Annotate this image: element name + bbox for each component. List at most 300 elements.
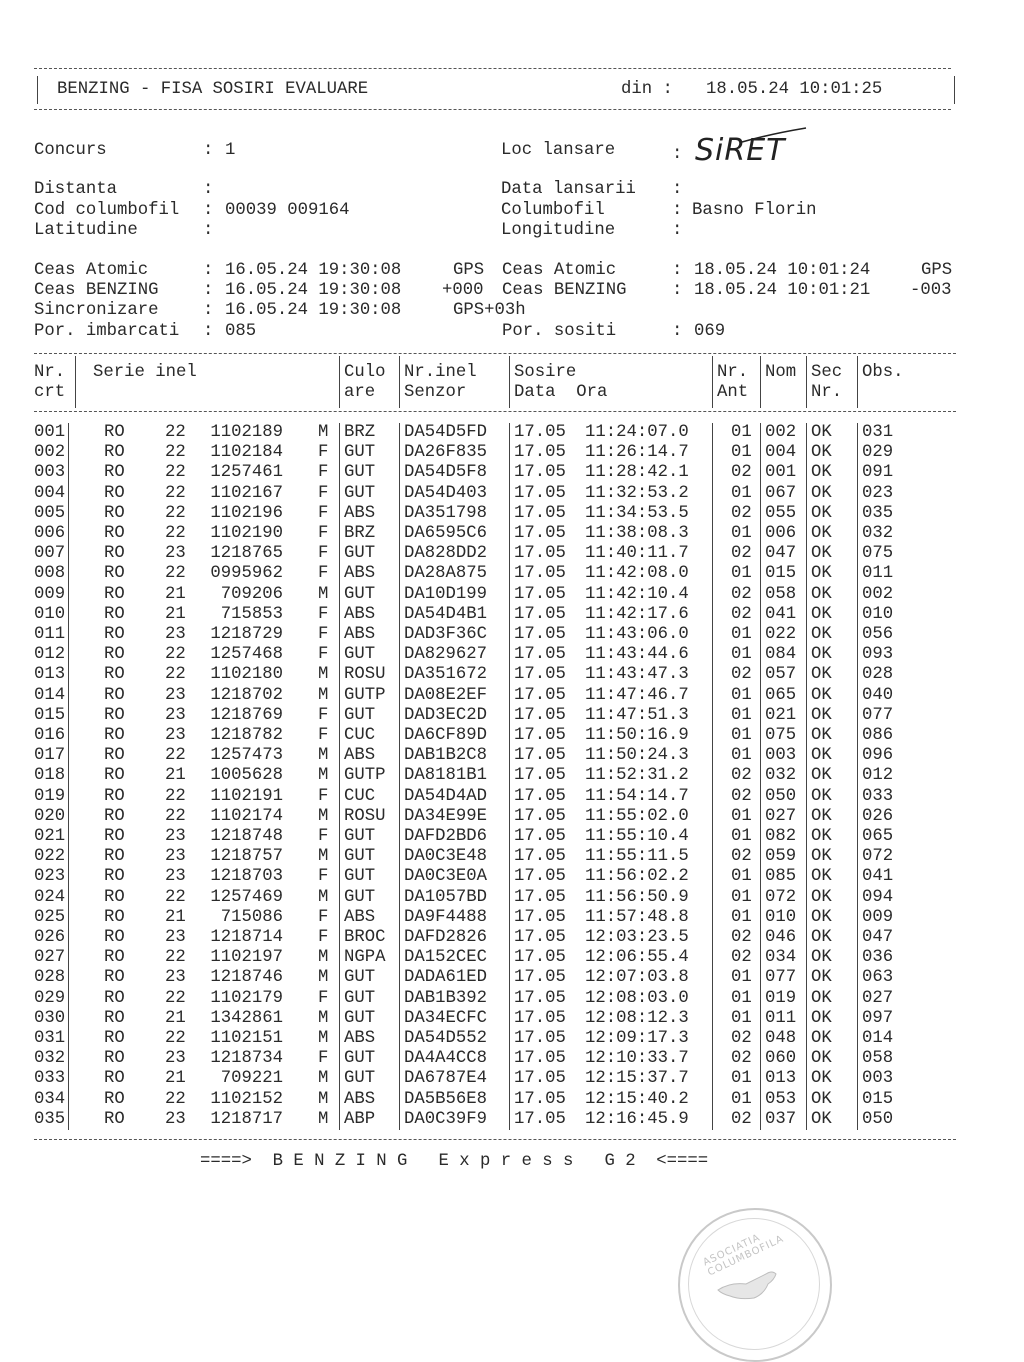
cod-columbofil-colon: : <box>203 201 214 220</box>
col-header-nr-crt-2: crt <box>34 383 66 402</box>
arrival-time-cell: 11:24:07.0 <box>585 423 689 442</box>
arrival-date-cell: 17.05 <box>514 665 566 685</box>
report-date-label: din : <box>621 80 673 99</box>
country-cell: RO <box>104 827 125 846</box>
left-clock-2-value: 16.05.24 19:30:08 <box>225 301 402 320</box>
country-cell: RO <box>104 867 125 887</box>
cod-columbofil-label: Cod columbofil <box>34 201 180 220</box>
nom-cell: 004 <box>765 443 797 463</box>
year-cell: 22 <box>165 988 186 1008</box>
sensor-cell: DAFD2BD6 <box>404 827 487 846</box>
sex-cell: F <box>318 705 329 725</box>
table-row <box>0 948 1024 968</box>
left-clock-1-value: 16.05.24 19:30:08 <box>225 281 402 300</box>
table-row <box>0 544 1024 564</box>
arrival-time-cell: 12:08:03.0 <box>585 988 689 1008</box>
arrival-time-cell: 12:10:33.7 <box>585 1049 689 1069</box>
nom-cell: 058 <box>765 584 797 604</box>
year-cell: 22 <box>165 665 186 685</box>
nr-crt-cell: 008 <box>34 564 66 584</box>
nr-crt-cell: 014 <box>34 685 66 705</box>
country-cell: RO <box>104 1008 125 1028</box>
sensor-cell: DA54D5FD <box>404 423 487 442</box>
arrival-date-cell: 17.05 <box>514 1029 566 1048</box>
arrival-time-cell: 12:06:55.4 <box>585 948 689 968</box>
nom-cell: 046 <box>765 928 797 947</box>
sensor-cell: DA828DD2 <box>404 544 487 564</box>
obs-cell: 023 <box>862 483 894 503</box>
table-row <box>0 1090 1024 1110</box>
ring-number-cell: 1102190 <box>210 524 283 543</box>
table-row <box>0 908 1024 928</box>
color-cell: GUT <box>344 988 376 1008</box>
right-clock-0-label: Ceas Atomic <box>502 261 617 280</box>
ring-number-cell: 1102196 <box>210 503 283 523</box>
year-cell: 23 <box>165 1109 186 1129</box>
col-header-culoare-2: are <box>344 383 376 402</box>
nom-cell: 032 <box>765 766 797 786</box>
sensor-cell: DA6CF89D <box>404 726 487 745</box>
ring-number-cell: 709221 <box>220 1069 283 1089</box>
sec-cell: OK <box>811 1008 832 1028</box>
antenna-cell: 02 <box>731 1109 752 1129</box>
sensor-cell: DAB1B2C8 <box>404 746 487 766</box>
sensor-cell: DAD3F36C <box>404 625 487 644</box>
year-cell: 22 <box>165 887 186 907</box>
col-header-sec-2: Nr. <box>811 383 843 402</box>
columbofil-value: Basno Florin <box>692 201 817 220</box>
nr-crt-cell: 012 <box>34 645 66 665</box>
sensor-cell: DA9F4488 <box>404 907 487 927</box>
nom-cell: 067 <box>765 483 797 503</box>
antenna-cell: 02 <box>731 928 752 947</box>
arrival-date-cell: 17.05 <box>514 847 566 867</box>
arrival-date-cell: 17.05 <box>514 1109 566 1129</box>
ring-number-cell: 1218765 <box>210 544 283 564</box>
sec-cell: OK <box>811 544 832 564</box>
sensor-cell: DA08E2EF <box>404 685 487 705</box>
nr-crt-cell: 024 <box>34 887 66 907</box>
sensor-cell: DA0C3E0A <box>404 867 487 887</box>
col-header-obs: Obs. <box>862 363 904 382</box>
year-cell: 22 <box>165 746 186 766</box>
arrival-date-cell: 17.05 <box>514 503 566 523</box>
sex-cell: F <box>318 1049 329 1069</box>
arrival-time-cell: 11:55:10.4 <box>585 827 689 846</box>
ring-number-cell: 0995962 <box>210 564 283 584</box>
stamp-text: ASOCIATIA COLUMBOFILA <box>701 1232 786 1279</box>
sex-cell: M <box>318 584 329 604</box>
sex-cell: M <box>318 806 329 826</box>
arrival-date-cell: 17.05 <box>514 766 566 786</box>
table-row <box>0 928 1024 948</box>
table-row <box>0 989 1024 1009</box>
country-cell: RO <box>104 705 125 725</box>
col-header-nr-inel-1: Nr.inel <box>404 363 477 382</box>
table-row <box>0 726 1024 746</box>
nr-crt-cell: 034 <box>34 1089 66 1109</box>
year-cell: 22 <box>165 463 186 483</box>
arrival-date-cell: 17.05 <box>514 645 566 665</box>
sensor-cell: DA1057BD <box>404 887 487 907</box>
nr-crt-cell: 006 <box>34 524 66 543</box>
year-cell: 22 <box>165 524 186 543</box>
nom-cell: 084 <box>765 645 797 665</box>
left-clock-2-colon: : <box>203 301 214 320</box>
arrival-time-cell: 12:15:40.2 <box>585 1089 689 1109</box>
country-cell: RO <box>104 928 125 947</box>
color-cell: GUTP <box>344 685 386 705</box>
table-row <box>0 504 1024 524</box>
arrival-date-cell: 17.05 <box>514 786 566 806</box>
obs-cell: 056 <box>862 625 894 644</box>
ring-number-cell: 1257469 <box>210 887 283 907</box>
country-cell: RO <box>104 1069 125 1089</box>
arrival-date-cell: 17.05 <box>514 483 566 503</box>
year-cell: 22 <box>165 786 186 806</box>
left-clock-0-suffix: GPS <box>453 261 485 280</box>
table-row <box>0 1029 1024 1049</box>
table-row <box>0 423 1024 443</box>
nr-crt-cell: 032 <box>34 1049 66 1069</box>
sec-cell: OK <box>811 1089 832 1109</box>
arrival-time-cell: 11:34:53.5 <box>585 503 689 523</box>
right-clock-0-value: 18.05.24 10:01:24 <box>694 261 871 280</box>
sensor-cell: DA54D403 <box>404 483 487 503</box>
sositi-value: 069 <box>694 322 726 341</box>
nom-cell: 006 <box>765 524 797 543</box>
sec-cell: OK <box>811 1109 832 1129</box>
footer-banner: ====> B E N Z I N G E x p r e s s G 2 <==== <box>200 1152 709 1171</box>
color-cell: ABP <box>344 1109 376 1129</box>
nom-cell: 065 <box>765 685 797 705</box>
table-row <box>0 443 1024 463</box>
sex-cell: M <box>318 665 329 685</box>
columbofil-colon: : <box>672 201 683 220</box>
obs-cell: 086 <box>862 726 894 745</box>
year-cell: 22 <box>165 483 186 503</box>
sensor-cell: DADA61ED <box>404 968 487 988</box>
year-cell: 22 <box>165 443 186 463</box>
color-cell: GUT <box>344 483 376 503</box>
sensor-cell: DA54D552 <box>404 1029 487 1048</box>
year-cell: 23 <box>165 847 186 867</box>
ring-number-cell: 1257468 <box>210 645 283 665</box>
year-cell: 22 <box>165 1029 186 1048</box>
color-cell: GUT <box>344 887 376 907</box>
year-cell: 23 <box>165 544 186 564</box>
nom-cell: 059 <box>765 847 797 867</box>
obs-cell: 093 <box>862 645 894 665</box>
color-cell: ROSU <box>344 665 386 685</box>
obs-cell: 014 <box>862 1029 894 1048</box>
antenna-cell: 01 <box>731 746 752 766</box>
sex-cell: M <box>318 746 329 766</box>
sex-cell: F <box>318 988 329 1008</box>
antenna-cell: 01 <box>731 726 752 745</box>
arrival-time-cell: 11:43:06.0 <box>585 625 689 644</box>
right-clock-1-colon: : <box>672 281 683 300</box>
antenna-cell: 01 <box>731 685 752 705</box>
color-cell: GUT <box>344 1049 376 1069</box>
nom-cell: 003 <box>765 746 797 766</box>
cod-columbofil-value: 00039 009164 <box>225 201 350 220</box>
nr-crt-cell: 031 <box>34 1029 66 1048</box>
arrival-time-cell: 11:42:17.6 <box>585 604 689 624</box>
obs-cell: 010 <box>862 604 894 624</box>
ring-number-cell: 1005628 <box>210 766 283 786</box>
sec-cell: OK <box>811 928 832 947</box>
sex-cell: F <box>318 483 329 503</box>
ring-number-cell: 715086 <box>220 907 283 927</box>
country-cell: RO <box>104 584 125 604</box>
nr-crt-cell: 017 <box>34 746 66 766</box>
latitudine-colon: : <box>203 221 214 240</box>
color-cell: GUTP <box>344 766 386 786</box>
left-clock-0-colon: : <box>203 261 214 280</box>
arrival-time-cell: 12:03:23.5 <box>585 928 689 947</box>
ring-number-cell: 1102174 <box>210 806 283 826</box>
left-clock-1-suffix: +000 <box>442 281 484 300</box>
antenna-cell: 02 <box>731 463 752 483</box>
header-sep-2 <box>339 356 340 408</box>
nr-crt-cell: 005 <box>34 503 66 523</box>
antenna-cell: 02 <box>731 948 752 968</box>
year-cell: 23 <box>165 867 186 887</box>
arrival-time-cell: 11:43:44.6 <box>585 645 689 665</box>
antenna-cell: 01 <box>731 1069 752 1089</box>
antenna-cell: 01 <box>731 806 752 826</box>
country-cell: RO <box>104 847 125 867</box>
arrival-date-cell: 17.05 <box>514 564 566 584</box>
sex-cell: M <box>318 1109 329 1129</box>
col-header-sosire-1: Sosire <box>514 363 577 382</box>
concurs-value: 1 <box>225 141 236 160</box>
obs-cell: 035 <box>862 503 894 523</box>
sec-cell: OK <box>811 483 832 503</box>
arrival-time-cell: 11:54:14.7 <box>585 786 689 806</box>
antenna-cell: 02 <box>731 544 752 564</box>
ring-number-cell: 1218702 <box>210 685 283 705</box>
nom-cell: 082 <box>765 827 797 846</box>
table-row <box>0 484 1024 504</box>
header-sep-7 <box>806 356 807 408</box>
year-cell: 21 <box>165 907 186 927</box>
table-row <box>0 766 1024 786</box>
nr-crt-cell: 002 <box>34 443 66 463</box>
sec-cell: OK <box>811 705 832 725</box>
header-top-border <box>34 68 951 69</box>
arrival-time-cell: 11:40:11.7 <box>585 544 689 564</box>
antenna-cell: 01 <box>731 483 752 503</box>
table-row <box>0 645 1024 665</box>
longitudine-colon: : <box>672 221 683 240</box>
nom-cell: 019 <box>765 988 797 1008</box>
concurs-colon: : <box>203 141 214 160</box>
nr-crt-cell: 010 <box>34 604 66 624</box>
country-cell: RO <box>104 503 125 523</box>
obs-cell: 072 <box>862 847 894 867</box>
table-row <box>0 686 1024 706</box>
nom-cell: 002 <box>765 423 797 442</box>
nr-crt-cell: 003 <box>34 463 66 483</box>
country-cell: RO <box>104 625 125 644</box>
country-cell: RO <box>104 443 125 463</box>
antenna-cell: 02 <box>731 665 752 685</box>
arrival-time-cell: 11:42:08.0 <box>585 564 689 584</box>
nom-cell: 027 <box>765 806 797 826</box>
color-cell: ABS <box>344 746 376 766</box>
arrival-time-cell: 11:47:51.3 <box>585 705 689 725</box>
nom-cell: 034 <box>765 948 797 968</box>
ring-number-cell: 1218734 <box>210 1049 283 1069</box>
report-date-value: 18.05.24 10:01:25 <box>706 80 883 99</box>
antenna-cell: 01 <box>731 625 752 644</box>
arrival-date-cell: 17.05 <box>514 524 566 543</box>
year-cell: 23 <box>165 1049 186 1069</box>
sex-cell: M <box>318 1029 329 1048</box>
arrival-time-cell: 11:32:53.2 <box>585 483 689 503</box>
country-cell: RO <box>104 1029 125 1048</box>
color-cell: GUT <box>344 867 376 887</box>
nr-crt-cell: 026 <box>34 928 66 947</box>
color-cell: ABS <box>344 907 376 927</box>
right-clock-0-colon: : <box>672 261 683 280</box>
obs-cell: 026 <box>862 806 894 826</box>
sec-cell: OK <box>811 645 832 665</box>
data-lansarii-colon: : <box>672 180 683 199</box>
country-cell: RO <box>104 423 125 442</box>
loc-lansare-label: Loc lansare <box>501 141 616 160</box>
nom-cell: 022 <box>765 625 797 644</box>
sec-cell: OK <box>811 786 832 806</box>
sex-cell: M <box>318 1089 329 1109</box>
year-cell: 22 <box>165 564 186 584</box>
loc-lansare-colon: : <box>672 145 683 164</box>
country-cell: RO <box>104 483 125 503</box>
arrival-time-cell: 12:07:03.8 <box>585 968 689 988</box>
header-left-border <box>37 76 38 104</box>
col-header-sec-1: Sec <box>811 363 843 382</box>
concurs-label: Concurs <box>34 141 107 160</box>
nom-cell: 037 <box>765 1109 797 1129</box>
nr-crt-cell: 007 <box>34 544 66 564</box>
nom-cell: 057 <box>765 665 797 685</box>
col-header-nr-ant-1: Nr. <box>717 363 749 382</box>
arrival-date-cell: 17.05 <box>514 988 566 1008</box>
country-cell: RO <box>104 1049 125 1069</box>
sensor-cell: DA5B56E8 <box>404 1089 487 1109</box>
ring-number-cell: 1102189 <box>210 423 283 442</box>
ring-number-cell: 1257473 <box>210 746 283 766</box>
color-cell: GUT <box>344 544 376 564</box>
obs-cell: 075 <box>862 544 894 564</box>
distanta-label: Distanta <box>34 180 117 199</box>
sex-cell: F <box>318 645 329 665</box>
nr-crt-cell: 011 <box>34 625 66 644</box>
nr-crt-cell: 018 <box>34 766 66 786</box>
color-cell: GUT <box>344 584 376 604</box>
arrival-date-cell: 17.05 <box>514 625 566 644</box>
table-top-border <box>34 353 956 354</box>
year-cell: 23 <box>165 685 186 705</box>
color-cell: NGPA <box>344 948 386 968</box>
color-cell: ABS <box>344 625 376 644</box>
report-title: BENZING - FISA SOSIRI EVALUARE <box>57 80 369 99</box>
country-cell: RO <box>104 746 125 766</box>
sensor-cell: DA34ECFC <box>404 1008 487 1028</box>
col-header-nr-inel-2: Senzor <box>404 383 467 402</box>
nr-crt-cell: 025 <box>34 907 66 927</box>
color-cell: ABS <box>344 1029 376 1048</box>
sex-cell: M <box>318 968 329 988</box>
arrival-date-cell: 17.05 <box>514 907 566 927</box>
antenna-cell: 01 <box>731 705 752 725</box>
nom-cell: 047 <box>765 544 797 564</box>
color-cell: GUT <box>344 1069 376 1089</box>
ring-number-cell: 1102180 <box>210 665 283 685</box>
sec-cell: OK <box>811 1029 832 1048</box>
sex-cell: M <box>318 423 329 442</box>
obs-cell: 003 <box>862 1069 894 1089</box>
imbarcati-value: 085 <box>225 322 257 341</box>
col-header-nom: Nom <box>765 363 797 382</box>
country-cell: RO <box>104 463 125 483</box>
sec-cell: OK <box>811 867 832 887</box>
sex-cell: F <box>318 827 329 846</box>
obs-cell: 036 <box>862 948 894 968</box>
table-row <box>0 625 1024 645</box>
sex-cell: F <box>318 867 329 887</box>
sensor-cell: DA829627 <box>404 645 487 665</box>
antenna-cell: 01 <box>731 1008 752 1028</box>
col-header-sosire-2: Data Ora <box>514 383 608 402</box>
arrival-time-cell: 12:08:12.3 <box>585 1008 689 1028</box>
col-header-nr-crt-1: Nr. <box>34 363 66 382</box>
header-sep-5 <box>712 356 713 408</box>
nr-crt-cell: 030 <box>34 1008 66 1028</box>
color-cell: GUT <box>344 443 376 463</box>
sec-cell: OK <box>811 806 832 826</box>
ring-number-cell: 1102197 <box>210 948 283 968</box>
sensor-cell: DA152CEC <box>404 948 487 968</box>
antenna-cell: 02 <box>731 604 752 624</box>
nr-crt-cell: 020 <box>34 806 66 826</box>
table-row <box>0 787 1024 807</box>
table-row <box>0 827 1024 847</box>
year-cell: 23 <box>165 928 186 947</box>
sex-cell: F <box>318 564 329 584</box>
sec-cell: OK <box>811 726 832 745</box>
obs-cell: 011 <box>862 564 894 584</box>
ring-number-cell: 1218714 <box>210 928 283 947</box>
antenna-cell: 01 <box>731 1089 752 1109</box>
color-cell: ABS <box>344 503 376 523</box>
country-cell: RO <box>104 665 125 685</box>
arrival-time-cell: 12:16:45.9 <box>585 1109 689 1129</box>
year-cell: 22 <box>165 1089 186 1109</box>
arrival-time-cell: 12:09:17.3 <box>585 1029 689 1048</box>
sex-cell: F <box>318 604 329 624</box>
arrival-time-cell: 11:42:10.4 <box>585 584 689 604</box>
obs-cell: 015 <box>862 1089 894 1109</box>
country-cell: RO <box>104 726 125 745</box>
left-clock-2-label: Sincronizare <box>34 301 159 320</box>
sensor-cell: DAFD2826 <box>404 928 487 947</box>
sex-cell: M <box>318 847 329 867</box>
left-clock-1-label: Ceas BENZING <box>34 281 159 300</box>
right-clock-1-value: 18.05.24 10:01:21 <box>694 281 871 300</box>
